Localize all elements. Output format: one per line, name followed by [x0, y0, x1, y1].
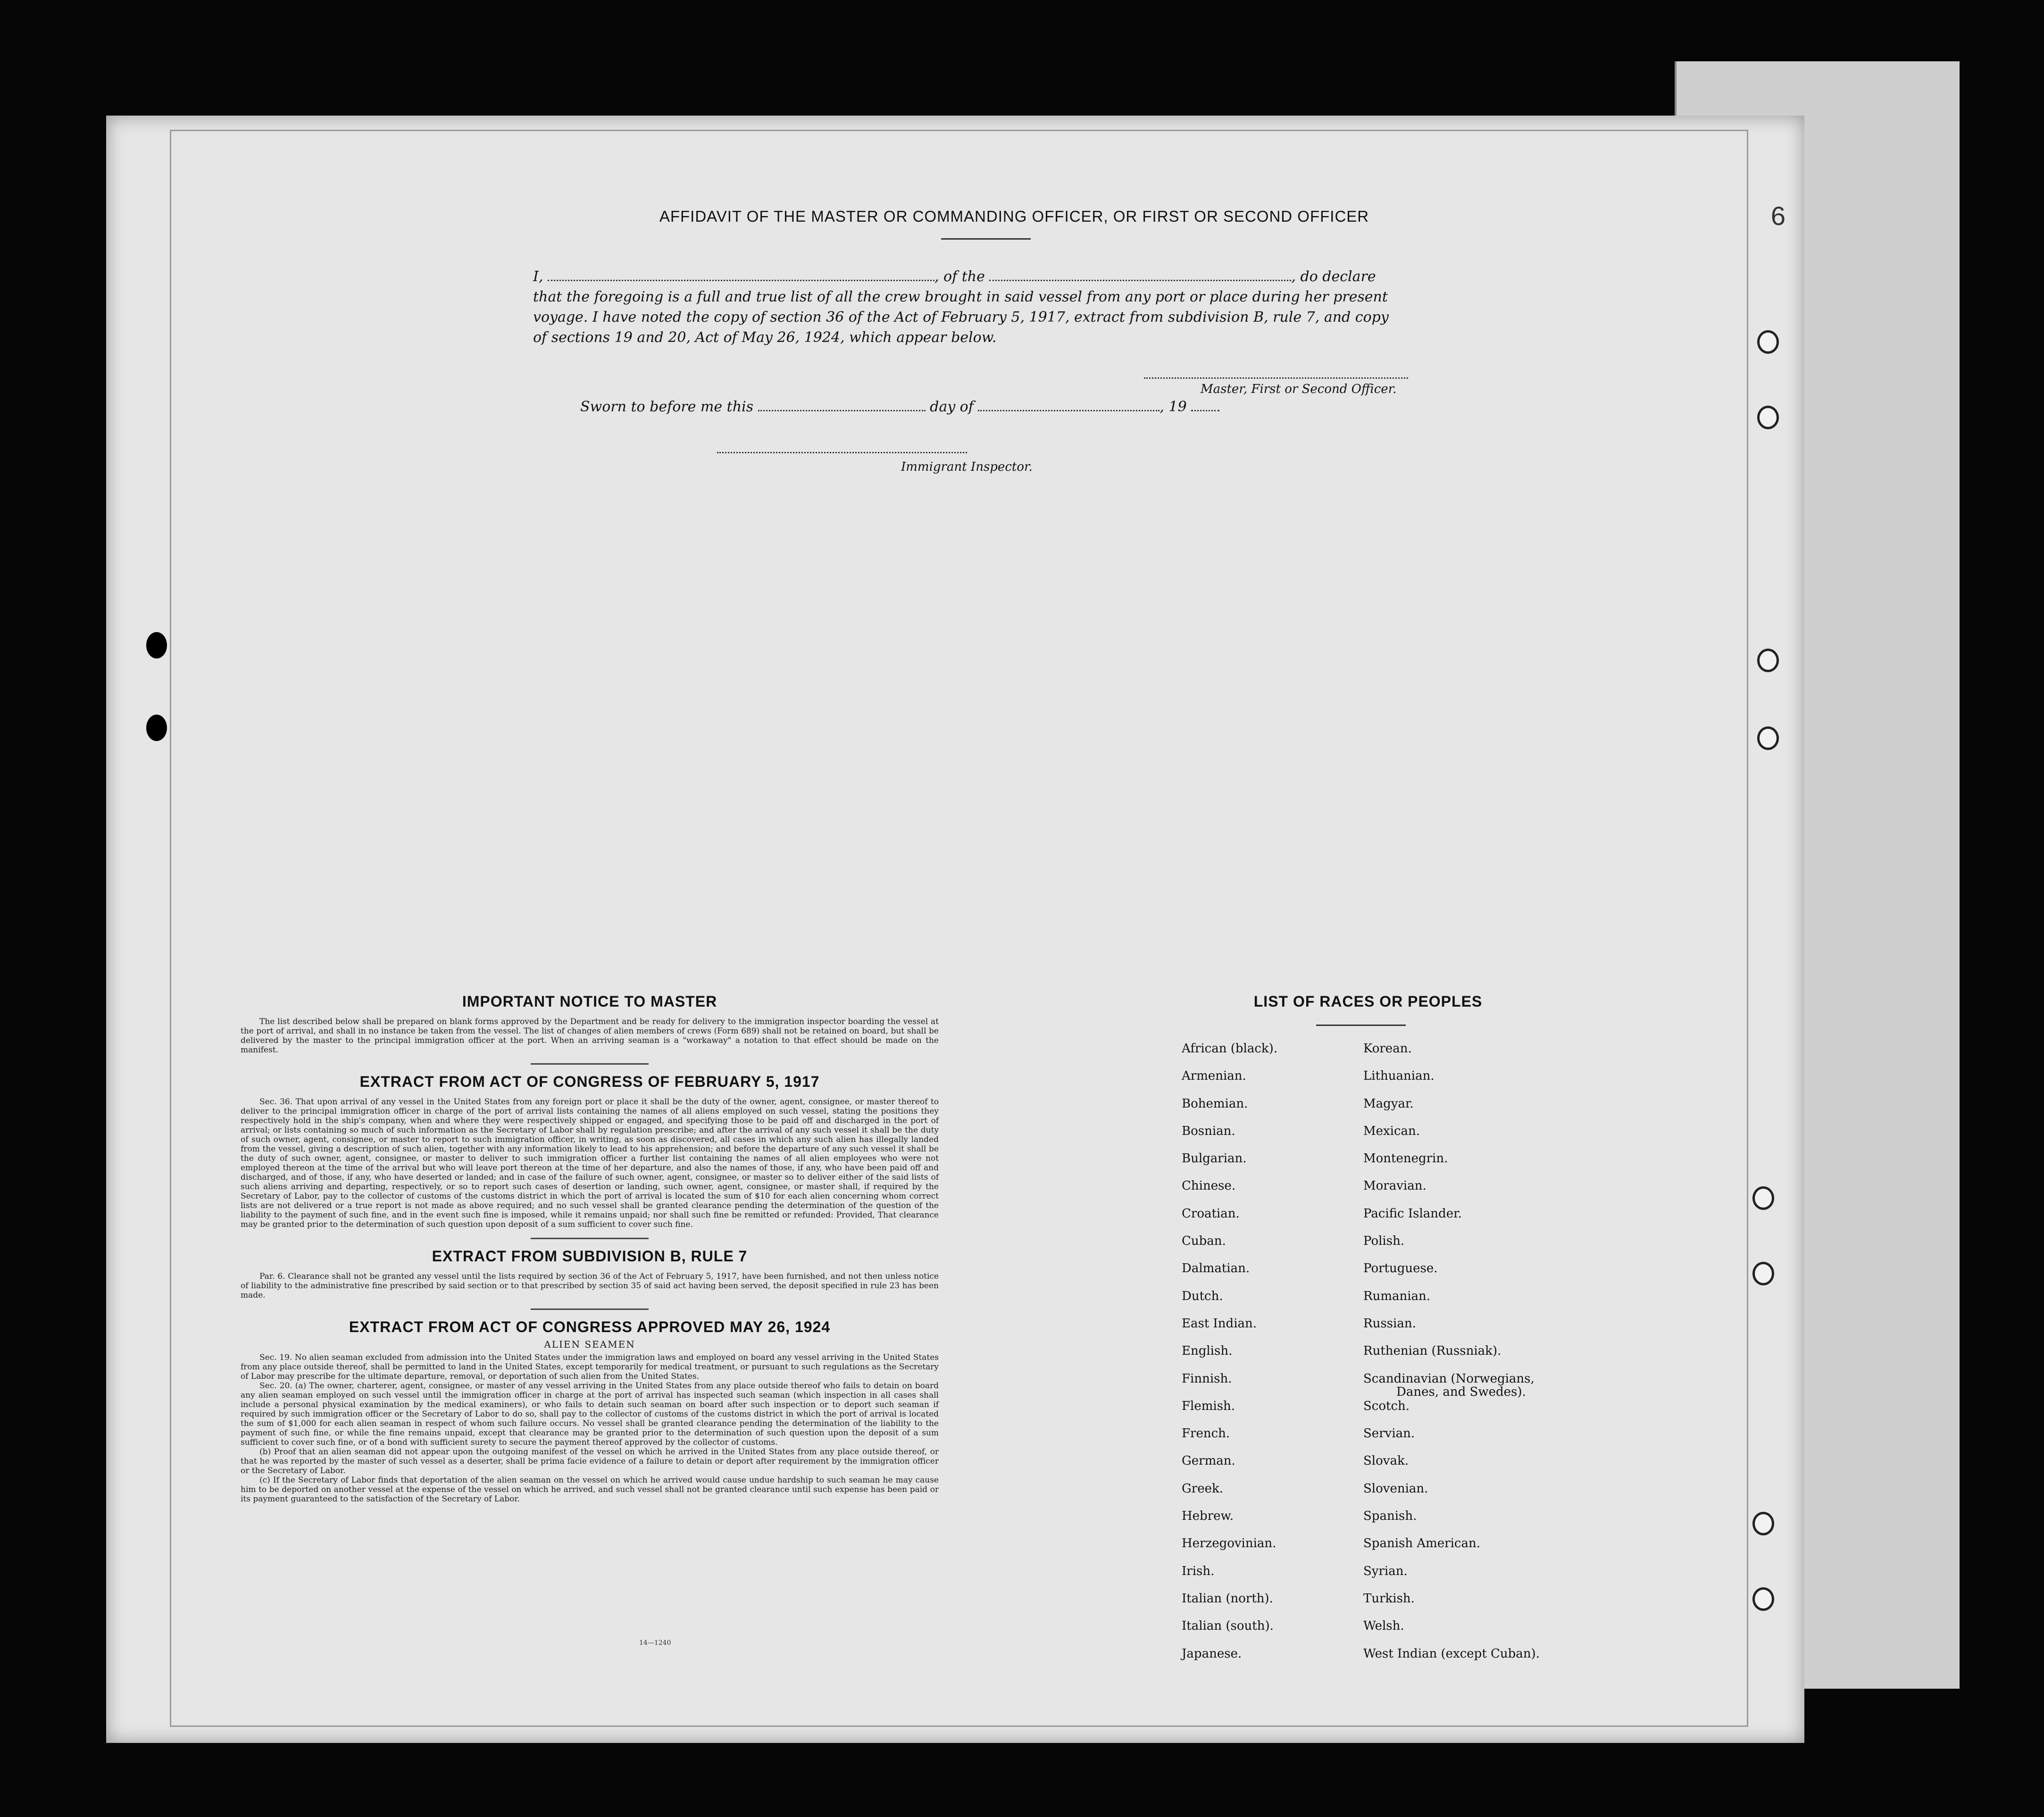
sworn-text: Sworn to before me this	[580, 399, 754, 415]
affidavit-line-3: voyage. I have noted the copy of section 36 of the Act of February 5, 1917, extract from subdivision B, rule 7, and copy	[533, 309, 1389, 325]
race-label: Lithuanian.	[1363, 1069, 1435, 1084]
section-divider	[531, 1309, 649, 1310]
race-item	[1182, 1592, 1277, 1619]
affidavit-title: AFFIDAVIT OF THE MASTER OR COMMANDING OFFICER, OR FIRST OR SECOND OFFICER	[659, 208, 1369, 225]
race-item	[1182, 1399, 1277, 1426]
sworn-year: , 19	[1160, 399, 1187, 415]
race-item	[1363, 1069, 1540, 1096]
race-item	[1182, 1619, 1277, 1646]
race-item	[1182, 1234, 1277, 1261]
race-item	[1182, 1426, 1277, 1454]
race-item	[1182, 1454, 1277, 1481]
sec20c-text: (c) If the Secretary of Labor finds that deportation of the alien seaman on the vessel on which he arrived would cause undue hardship to such seaman he may cause him to be deported on another vessel at the expense of the vessel on which he arrived, and such vessel shall not be granted clearance until such expense has been paid or its payment guaranteed to the satisfaction of the Secretary of Labor.	[241, 1475, 939, 1504]
race-label: Irish.	[1182, 1564, 1215, 1578]
races-right-column	[1363, 1042, 1540, 1674]
race-item	[1363, 1234, 1540, 1261]
races-divider	[1316, 1025, 1406, 1026]
affidavit-of-the: , of the	[934, 268, 985, 285]
master-signature-label: Master, First or Second Officer.	[1201, 382, 1397, 396]
race-label: German.	[1182, 1454, 1235, 1468]
race-item	[1363, 1592, 1540, 1619]
race-item	[1363, 1647, 1540, 1674]
race-label: Syrian.	[1363, 1564, 1408, 1578]
race-item	[1363, 1042, 1540, 1069]
binder-ring-icon	[1757, 649, 1779, 672]
race-label: Bosnian.	[1182, 1124, 1235, 1138]
sworn-month-blank	[978, 400, 1160, 411]
race-item	[1363, 1372, 1540, 1399]
race-label-continuation: Danes, and Swedes).	[1396, 1384, 1526, 1399]
extract3-subtitle: ALIEN SEAMEN	[544, 1339, 635, 1350]
race-item	[1182, 1179, 1277, 1206]
race-item	[1363, 1261, 1540, 1289]
race-label: Spanish.	[1363, 1509, 1417, 1524]
race-item	[1182, 1509, 1277, 1536]
race-label: Pacific Islander.	[1363, 1206, 1462, 1221]
race-item	[1363, 1564, 1540, 1592]
binder-ring-icon	[1757, 726, 1779, 750]
race-item	[1363, 1124, 1540, 1151]
race-item	[1363, 1317, 1540, 1344]
affidavit-line-4: of sections 19 and 20, Act of May 26, 1924, which appear below.	[533, 329, 997, 346]
race-label: Hebrew.	[1182, 1509, 1234, 1524]
affidavit-line-2: that the foregoing is a full and true list of all the crew brought in said vessel from any port or place during her present	[533, 289, 1388, 305]
punch-hole-icon	[146, 632, 167, 658]
race-label: Spanish American.	[1363, 1536, 1481, 1551]
race-label: Montenegrin.	[1363, 1151, 1448, 1166]
race-label: Ruthenian (Russniak).	[1363, 1344, 1502, 1359]
sec19-text: Sec. 19. No alien seaman excluded from admission into the United States under the immigration laws and employed on board any vessel arriving in the United States from any place outside thereof, shall be permitted to land in the United States, except temporarily for medical treatment, or pursuant to such regulations as the Secretary of Labor may prescribe for the ultimate departure, removal, or deportation of such alien from the United States.	[241, 1353, 939, 1381]
race-item	[1182, 1647, 1277, 1674]
extract3-title: EXTRACT FROM ACT OF CONGRESS APPROVED MAY 26, 1924	[349, 1318, 831, 1335]
race-label: Italian (south).	[1182, 1619, 1274, 1634]
master-signature-line	[1144, 377, 1408, 379]
race-label: Japanese.	[1182, 1646, 1242, 1661]
race-label: Servian.	[1363, 1426, 1415, 1441]
race-label: Slovenian.	[1363, 1481, 1428, 1496]
affidavit-body	[533, 267, 1439, 348]
extract1-text: Sec. 36. That upon arrival of any vessel in the United States from any foreign port or place it shall be the duty of the owner, agent, consignee, or master thereof to deliver to the principal immigration officer in charge of the port of arrival lists containing the names of all aliens employed on such vessel, stating the positions they respectively hold in the ship's company, when and where they were respectively shipped or engaged, and specifying those to be paid off and discharged in the port of arrival; or lists containing so much of such information as the Secretary of Labor shall by regulation prescribe; and after the arrival of any such vessel it shall be the duty of such owner, agent, consignee, or master to report to such immigration officer, in writing, as soon as discovered, all cases in which any such alien has illegally landed from the vessel, giving a description of such alien, together with any information likely to lead to his apprehension; and before the departure of any such vessel it shall be the duty of such owner, agent, consignee, or master to deliver to such immigration officer a further list containing the names of all alien employees who were not employed thereon at the time of the arrival but who will leave port thereon at the time of her departure, and also the names of those, if any, who have been paid off and discharged, and of those, if any, who have deserted or landed; and in case of the failure of such owner, agent, consignee, or master so to deliver either of the said lists of such aliens arriving and departing, respectively, or so to report such cases of desertion or landing, such owner, agent, consignee, or master shall, if required by the Secretary of Labor, pay to the collector of customs of the customs district in which the port of arrival is located the sum of $10 for each alien concerning whom correct lists are not delivered or a true report is not made as above required; and no such vessel shall be granted clearance pending the determination of the question of the liability to the payment of such fine, and in the event such fine is imposed, while it remains unpaid; nor shall such fine be remitted or refunded: Provided, That clearance may be granted prior to the determination of such question upon deposit of a sum sufficient to cover such fine.	[241, 1097, 939, 1229]
affidavit-line-1	[533, 267, 1439, 287]
race-label: Chinese.	[1182, 1179, 1236, 1193]
races-left-column	[1182, 1042, 1277, 1674]
race-item	[1363, 1482, 1540, 1509]
race-item	[1182, 1564, 1277, 1592]
vessel-blank	[989, 269, 1291, 281]
race-label: African (black).	[1182, 1042, 1278, 1056]
race-label: West Indian (except Cuban).	[1363, 1646, 1540, 1661]
race-label: Scotch.	[1363, 1399, 1410, 1413]
race-label: French.	[1182, 1426, 1230, 1441]
binder-ring-icon	[1752, 1186, 1774, 1210]
race-item	[1182, 1124, 1277, 1151]
race-label: Polish.	[1363, 1234, 1405, 1249]
race-label: Dalmatian.	[1182, 1261, 1250, 1276]
race-label: Armenian.	[1182, 1069, 1246, 1084]
race-item	[1363, 1619, 1540, 1646]
race-item	[1182, 1536, 1277, 1564]
race-label: Welsh.	[1363, 1619, 1404, 1634]
race-item	[1182, 1372, 1277, 1399]
race-label: Russian.	[1363, 1316, 1416, 1331]
race-label: English.	[1182, 1344, 1233, 1359]
race-label: Greek.	[1182, 1481, 1223, 1496]
sworn-day-of: day of	[930, 399, 974, 415]
race-item	[1182, 1069, 1277, 1096]
race-label: Turkish.	[1363, 1591, 1415, 1606]
binder-ring-icon	[1752, 1262, 1774, 1285]
race-label: Bulgarian.	[1182, 1151, 1247, 1166]
notice-title: IMPORTANT NOTICE TO MASTER	[462, 993, 717, 1010]
page-number: 6	[1770, 201, 1785, 231]
race-item	[1363, 1097, 1540, 1124]
binder-ring-icon	[1757, 330, 1779, 354]
sec20a-text: Sec. 20. (a) The owner, charterer, agent, consignee, or master of any vessel arriving in the United States from any place outside thereof who fails to detain on board any alien seaman employed on such vessel until the immigration officer in charge at the port of arrival has inspected such seaman (which inspection in all cases shall include a personal physical examination by the medical examiners), or who fails to detain such seaman on board after such inspection or to deport such seaman if required by such immigration officer or the Secretary of Labor to do so, shall pay to the collector of customs of the customs district in which the port of arrival is located the sum of $1,000 for each alien seaman in respect of whom such failure occurs. No vessel shall be granted clearance pending the determination of the liability to the payment of such fine, or while the fine remains unpaid, except that clearance may be granted prior to the determination of such question upon the deposit of a sum sufficient to cover such fine, or of a bond with sufficient surety to secure the payment thereof approved by the collector of customs.	[241, 1381, 939, 1447]
race-item	[1182, 1042, 1277, 1069]
race-item	[1363, 1289, 1540, 1317]
race-item	[1182, 1261, 1277, 1289]
name-blank	[548, 269, 934, 281]
extract2-text: Par. 6. Clearance shall not be granted any vessel until the lists required by section 36 of the Act of February 5, 1917, have been furnished, and not then unless notice of liability to the administrative fine prescribed by said section or to that prescribed by section 35 of said act having been served, the deposit specified in rule 23 has been made.	[241, 1272, 939, 1300]
punch-hole-icon	[146, 715, 167, 741]
binder-ring-icon	[1752, 1512, 1774, 1535]
race-label: Cuban.	[1182, 1234, 1226, 1249]
races-title: LIST OF RACES OR PEOPLES	[1253, 993, 1483, 1010]
race-item	[1363, 1344, 1540, 1371]
race-item	[1363, 1399, 1540, 1426]
race-label: Herzegovinian.	[1182, 1536, 1276, 1551]
race-item	[1182, 1151, 1277, 1179]
race-label: East Indian.	[1182, 1316, 1257, 1331]
race-item	[1182, 1097, 1277, 1124]
race-label: Scandinavian (Norwegians,	[1363, 1371, 1535, 1386]
binder-ring-icon	[1757, 406, 1779, 429]
race-label: Dutch.	[1182, 1289, 1223, 1303]
section-divider	[531, 1238, 649, 1239]
race-item	[1363, 1207, 1540, 1234]
binder-ring-icon	[1752, 1587, 1774, 1611]
section-divider	[531, 1063, 649, 1065]
race-item	[1363, 1454, 1540, 1481]
sworn-year-blank	[1191, 400, 1219, 411]
race-label: Bohemian.	[1182, 1096, 1248, 1111]
race-item	[1182, 1482, 1277, 1509]
race-label: Italian (north).	[1182, 1591, 1273, 1606]
inspector-signature-label: Immigrant Inspector.	[901, 460, 1033, 474]
race-item	[1363, 1426, 1540, 1454]
race-item	[1363, 1509, 1540, 1536]
notice-text: The list described below shall be prepared on blank forms approved by the Department and be ready for delivery to the immigration inspector boarding the vessel at the port of arrival, and shall in no instance be taken from the vessel. The list of changes of alien members of crews (Form 689) shall not be retained on board, but shall be delivered by the master to the principal immigration officer at the port. When an arriving seaman is a "workaway" a notation to that effect should be made on the manifest.	[241, 1017, 939, 1055]
form-number: 14—1240	[639, 1639, 671, 1647]
race-label: Finnish.	[1182, 1371, 1232, 1386]
extract1-title: EXTRACT FROM ACT OF CONGRESS OF FEBRUARY 5, 1917	[359, 1073, 820, 1090]
race-label: Moravian.	[1363, 1179, 1427, 1193]
race-item	[1182, 1317, 1277, 1344]
race-item	[1363, 1179, 1540, 1206]
sworn-line	[580, 399, 1219, 415]
race-label: Magyar.	[1363, 1096, 1414, 1111]
race-item	[1363, 1151, 1540, 1179]
affidavit-i: I,	[533, 268, 543, 285]
race-label: Rumanian.	[1363, 1289, 1431, 1303]
affidavit-declare: , do declare	[1291, 268, 1376, 285]
race-label: Portuguese.	[1363, 1261, 1438, 1276]
extract2-title: EXTRACT FROM SUBDIVISION B, RULE 7	[432, 1248, 748, 1265]
race-item	[1182, 1289, 1277, 1317]
inspector-signature-line	[717, 452, 967, 453]
race-label: Korean.	[1363, 1042, 1412, 1056]
race-label: Slovak.	[1363, 1454, 1409, 1468]
race-item	[1182, 1344, 1277, 1371]
title-divider	[941, 238, 1031, 240]
notice-section	[241, 993, 939, 1504]
sworn-day-blank	[758, 400, 926, 411]
race-item	[1182, 1207, 1277, 1234]
race-label: Flemish.	[1182, 1399, 1235, 1413]
sec20b-text: (b) Proof that an alien seaman did not appear upon the outgoing manifest of the vessel on which he arrived in the United States from any place outside thereof, or that he was reported by the master of such vessel as a deserter, shall be prima facie evidence of a failure to detain or deport after requirement by the immigration officer or the Secretary of Labor.	[241, 1447, 939, 1475]
race-label: Croatian.	[1182, 1206, 1240, 1221]
race-item	[1363, 1536, 1540, 1564]
race-label: Mexican.	[1363, 1124, 1420, 1138]
